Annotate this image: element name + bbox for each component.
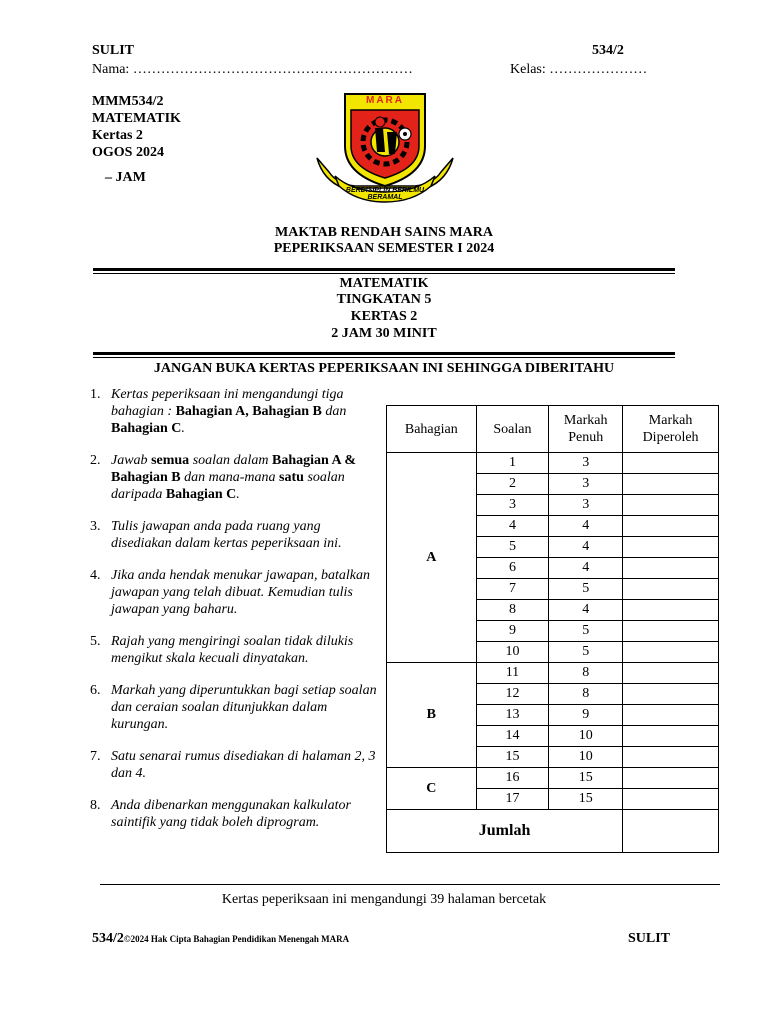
obtained-marks-cell[interactable] [623, 453, 719, 474]
course-paper: Kertas 2 [92, 128, 143, 143]
full-marks-cell: 4 [549, 600, 623, 621]
obtained-marks-cell[interactable] [623, 516, 719, 537]
question-cell: 5 [476, 537, 549, 558]
instruction-text: Tulis jawapan anda pada ruang yang disediakan dalam kertas peperiksaan ini. [111, 519, 342, 551]
question-cell: 1 [476, 453, 549, 474]
obtained-marks-cell[interactable] [623, 579, 719, 600]
instruction-item [90, 567, 380, 618]
form-title: TINGKATAN 5 [336, 292, 432, 307]
instruction-text: Rajah yang mengiringi soalan tidak dilukis mengikut skala kecuali dinyatakan. [111, 634, 354, 666]
table-header-row [387, 406, 719, 453]
header-markah-penuh: Markah Penuh [549, 406, 623, 453]
total-score-cell[interactable] [623, 810, 719, 853]
instructions-list [90, 386, 380, 846]
section-cell: C [387, 768, 477, 810]
rule-top-thin [93, 273, 675, 274]
header-soalan: Soalan [476, 406, 549, 453]
header-bahagian: Bahagian [387, 406, 477, 453]
warning-text: JANGAN BUKA KERTAS PEPERIKSAAN INI SEHINGGA DIBERITAHU [153, 361, 615, 376]
footer-rule [100, 884, 720, 885]
instruction-number: 4. [90, 568, 101, 583]
obtained-marks-cell[interactable] [623, 768, 719, 789]
full-marks-cell: 9 [549, 705, 623, 726]
obtained-marks-cell[interactable] [623, 495, 719, 516]
instruction-item [90, 518, 380, 552]
instruction-number: 3. [90, 519, 101, 534]
course-block [92, 93, 181, 161]
instruction-number: 8. [90, 798, 101, 813]
school-title: MAKTAB RENDAH SAINS MARA [275, 225, 493, 240]
question-cell: 7 [476, 579, 549, 600]
total-row [387, 810, 719, 853]
obtained-marks-cell[interactable] [623, 705, 719, 726]
table-row [387, 768, 719, 789]
full-marks-cell: 5 [549, 642, 623, 663]
obtained-marks-cell[interactable] [623, 600, 719, 621]
logo-top-text: MARA [366, 95, 404, 106]
obtained-marks-cell[interactable] [623, 684, 719, 705]
question-cell: 4 [476, 516, 549, 537]
question-cell: 14 [476, 726, 549, 747]
full-marks-cell: 8 [549, 684, 623, 705]
instruction-text: Jawab semua soalan dalam Bahagian A & Bahagian B dan mana-mana satu soalan daripada Bahagian C. [111, 453, 357, 502]
course-date: OGOS 2024 [92, 145, 164, 160]
question-cell: 2 [476, 474, 549, 495]
obtained-marks-cell[interactable] [623, 663, 719, 684]
obtained-marks-cell[interactable] [623, 558, 719, 579]
instruction-text: Satu senarai rumus disediakan di halaman 2, 3 dan 4. [111, 749, 376, 781]
marks-table [386, 405, 719, 853]
obtained-marks-cell[interactable] [623, 726, 719, 747]
total-label: Jumlah [387, 810, 623, 853]
full-marks-cell: 10 [549, 726, 623, 747]
full-marks-cell: 4 [549, 537, 623, 558]
table-row [387, 453, 719, 474]
instruction-item [90, 682, 380, 733]
course-code: MMM534/2 [92, 94, 164, 109]
nama-field[interactable]: Nama: …………………………………………………… [92, 62, 413, 77]
full-marks-cell: 15 [549, 768, 623, 789]
instruction-text: Kertas peperiksaan ini mengandungi tiga bahagian : Bahagian A, Bahagian B dan Bahagian C. [111, 387, 347, 436]
logo-motto: BERDISIPLIN BERILMU BERAMAL [345, 187, 425, 201]
rule-mid-thin [93, 357, 675, 358]
instruction-item [90, 452, 380, 503]
pages-note: Kertas peperiksaan ini mengandungi 39 halaman bercetak [221, 892, 547, 907]
full-marks-cell: 5 [549, 621, 623, 642]
question-cell: 9 [476, 621, 549, 642]
obtained-marks-cell[interactable] [623, 621, 719, 642]
instruction-number: 1. [90, 387, 101, 402]
question-cell: 15 [476, 747, 549, 768]
subject-title: MATEMATIK [339, 276, 429, 291]
instruction-number: 2. [90, 453, 101, 468]
header-markah-diperoleh: Markah Diperoleh [623, 406, 719, 453]
instruction-number: 5. [90, 634, 101, 649]
full-marks-cell: 3 [549, 474, 623, 495]
exam-title: PEPERIKSAAN SEMESTER I 2024 [273, 241, 495, 256]
paper-title: KERTAS 2 [350, 309, 418, 324]
table-row [387, 663, 719, 684]
course-subject: MATEMATIK [92, 111, 181, 126]
section-cell: A [387, 453, 477, 663]
footer-code: 534/2 [92, 931, 124, 946]
instruction-item [90, 386, 380, 437]
full-marks-cell: 10 [549, 747, 623, 768]
course-duration: – JAM [105, 170, 146, 185]
footer-left [92, 931, 349, 947]
full-marks-cell: 4 [549, 558, 623, 579]
instruction-text: Jika anda hendak menukar jawapan, batalkan jawapan yang telah dibuat. Kemudian tulis jawapan yang baharu. [111, 568, 370, 617]
full-marks-cell: 15 [549, 789, 623, 810]
question-cell: 16 [476, 768, 549, 789]
question-cell: 13 [476, 705, 549, 726]
footer-right: SULIT [628, 931, 671, 946]
time-title: 2 JAM 30 MINIT [331, 326, 437, 341]
obtained-marks-cell[interactable] [623, 474, 719, 495]
obtained-marks-cell[interactable] [623, 642, 719, 663]
obtained-marks-cell[interactable] [623, 789, 719, 810]
section-cell: B [387, 663, 477, 768]
kelas-field[interactable]: Kelas: ………………… [510, 62, 648, 77]
paper-code-top: 534/2 [592, 43, 624, 58]
full-marks-cell: 3 [549, 453, 623, 474]
instruction-item [90, 633, 380, 667]
footer-copyright: ©2024 Hak Cipta Bahagian Pendidikan Menengah MARA [123, 934, 350, 944]
full-marks-cell: 4 [549, 516, 623, 537]
classification-left: SULIT [92, 43, 135, 58]
question-cell: 3 [476, 495, 549, 516]
obtained-marks-cell[interactable] [623, 747, 719, 768]
question-cell: 6 [476, 558, 549, 579]
question-cell: 10 [476, 642, 549, 663]
instruction-text: Anda dibenarkan menggunakan kalkulator saintifik yang tidak boleh diprogram. [111, 798, 351, 830]
full-marks-cell: 8 [549, 663, 623, 684]
obtained-marks-cell[interactable] [623, 537, 719, 558]
instruction-number: 7. [90, 749, 101, 764]
instruction-item [90, 748, 380, 782]
full-marks-cell: 5 [549, 579, 623, 600]
rule-top-thick [93, 268, 675, 271]
question-cell: 12 [476, 684, 549, 705]
instruction-text: Markah yang diperuntukkan bagi setiap soalan dan ceraian soalan ditunjukkan dalam kurungan. [111, 683, 377, 732]
question-cell: 17 [476, 789, 549, 810]
question-cell: 11 [476, 663, 549, 684]
mara-logo [313, 88, 457, 208]
instruction-item [90, 797, 380, 831]
question-cell: 8 [476, 600, 549, 621]
full-marks-cell: 3 [549, 495, 623, 516]
rule-mid-thick [93, 352, 675, 355]
instruction-number: 6. [90, 683, 101, 698]
